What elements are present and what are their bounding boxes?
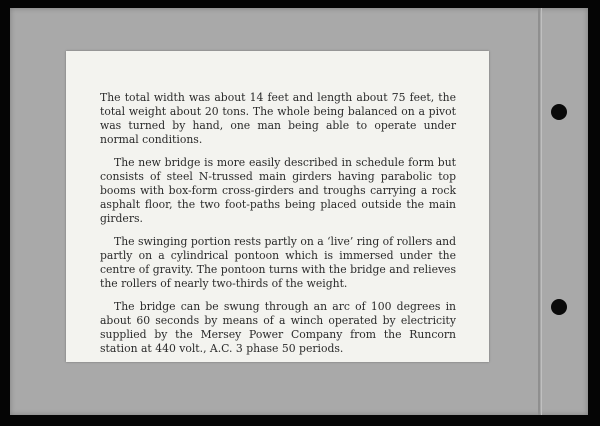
typed-paper-sheet [66,51,489,362]
binding-fold-line [538,8,540,415]
body-text [100,91,456,365]
paragraph-4: The bridge can be swung through an arc of 100 degrees in about 60 seconds by means of a winch operated by electricity supplied by the Mersey Power Company from the Runcorn station at 440 volt., A.C. 3 phase 50 periods. [100,300,456,355]
binder-hole-top [551,104,567,120]
binder-hole-bottom [551,299,567,315]
paragraph-2: The new bridge is more easily described in schedule form but consists of steel N-trussed main girders having parabolic top booms with box-form cross-girders and troughs carrying a rock asphalt floor, the two foot-paths being placed outside the main girders. [100,156,456,225]
paragraph-1: The total width was about 14 feet and length about 75 feet, the total weight about 20 tons. The whole being balanced on a pivot was turned by hand, one man being able to operate under normal conditions. [100,91,456,146]
paragraph-3: The swinging portion rests partly on a ‘live’ ring of rollers and partly on a cylindrical pontoon which is immersed under the centre of gravity. The pontoon turns with the bridge and relieves the rollers of nearly two-thirds of the weight. [100,235,456,290]
binding-fold-highlight [541,8,542,415]
